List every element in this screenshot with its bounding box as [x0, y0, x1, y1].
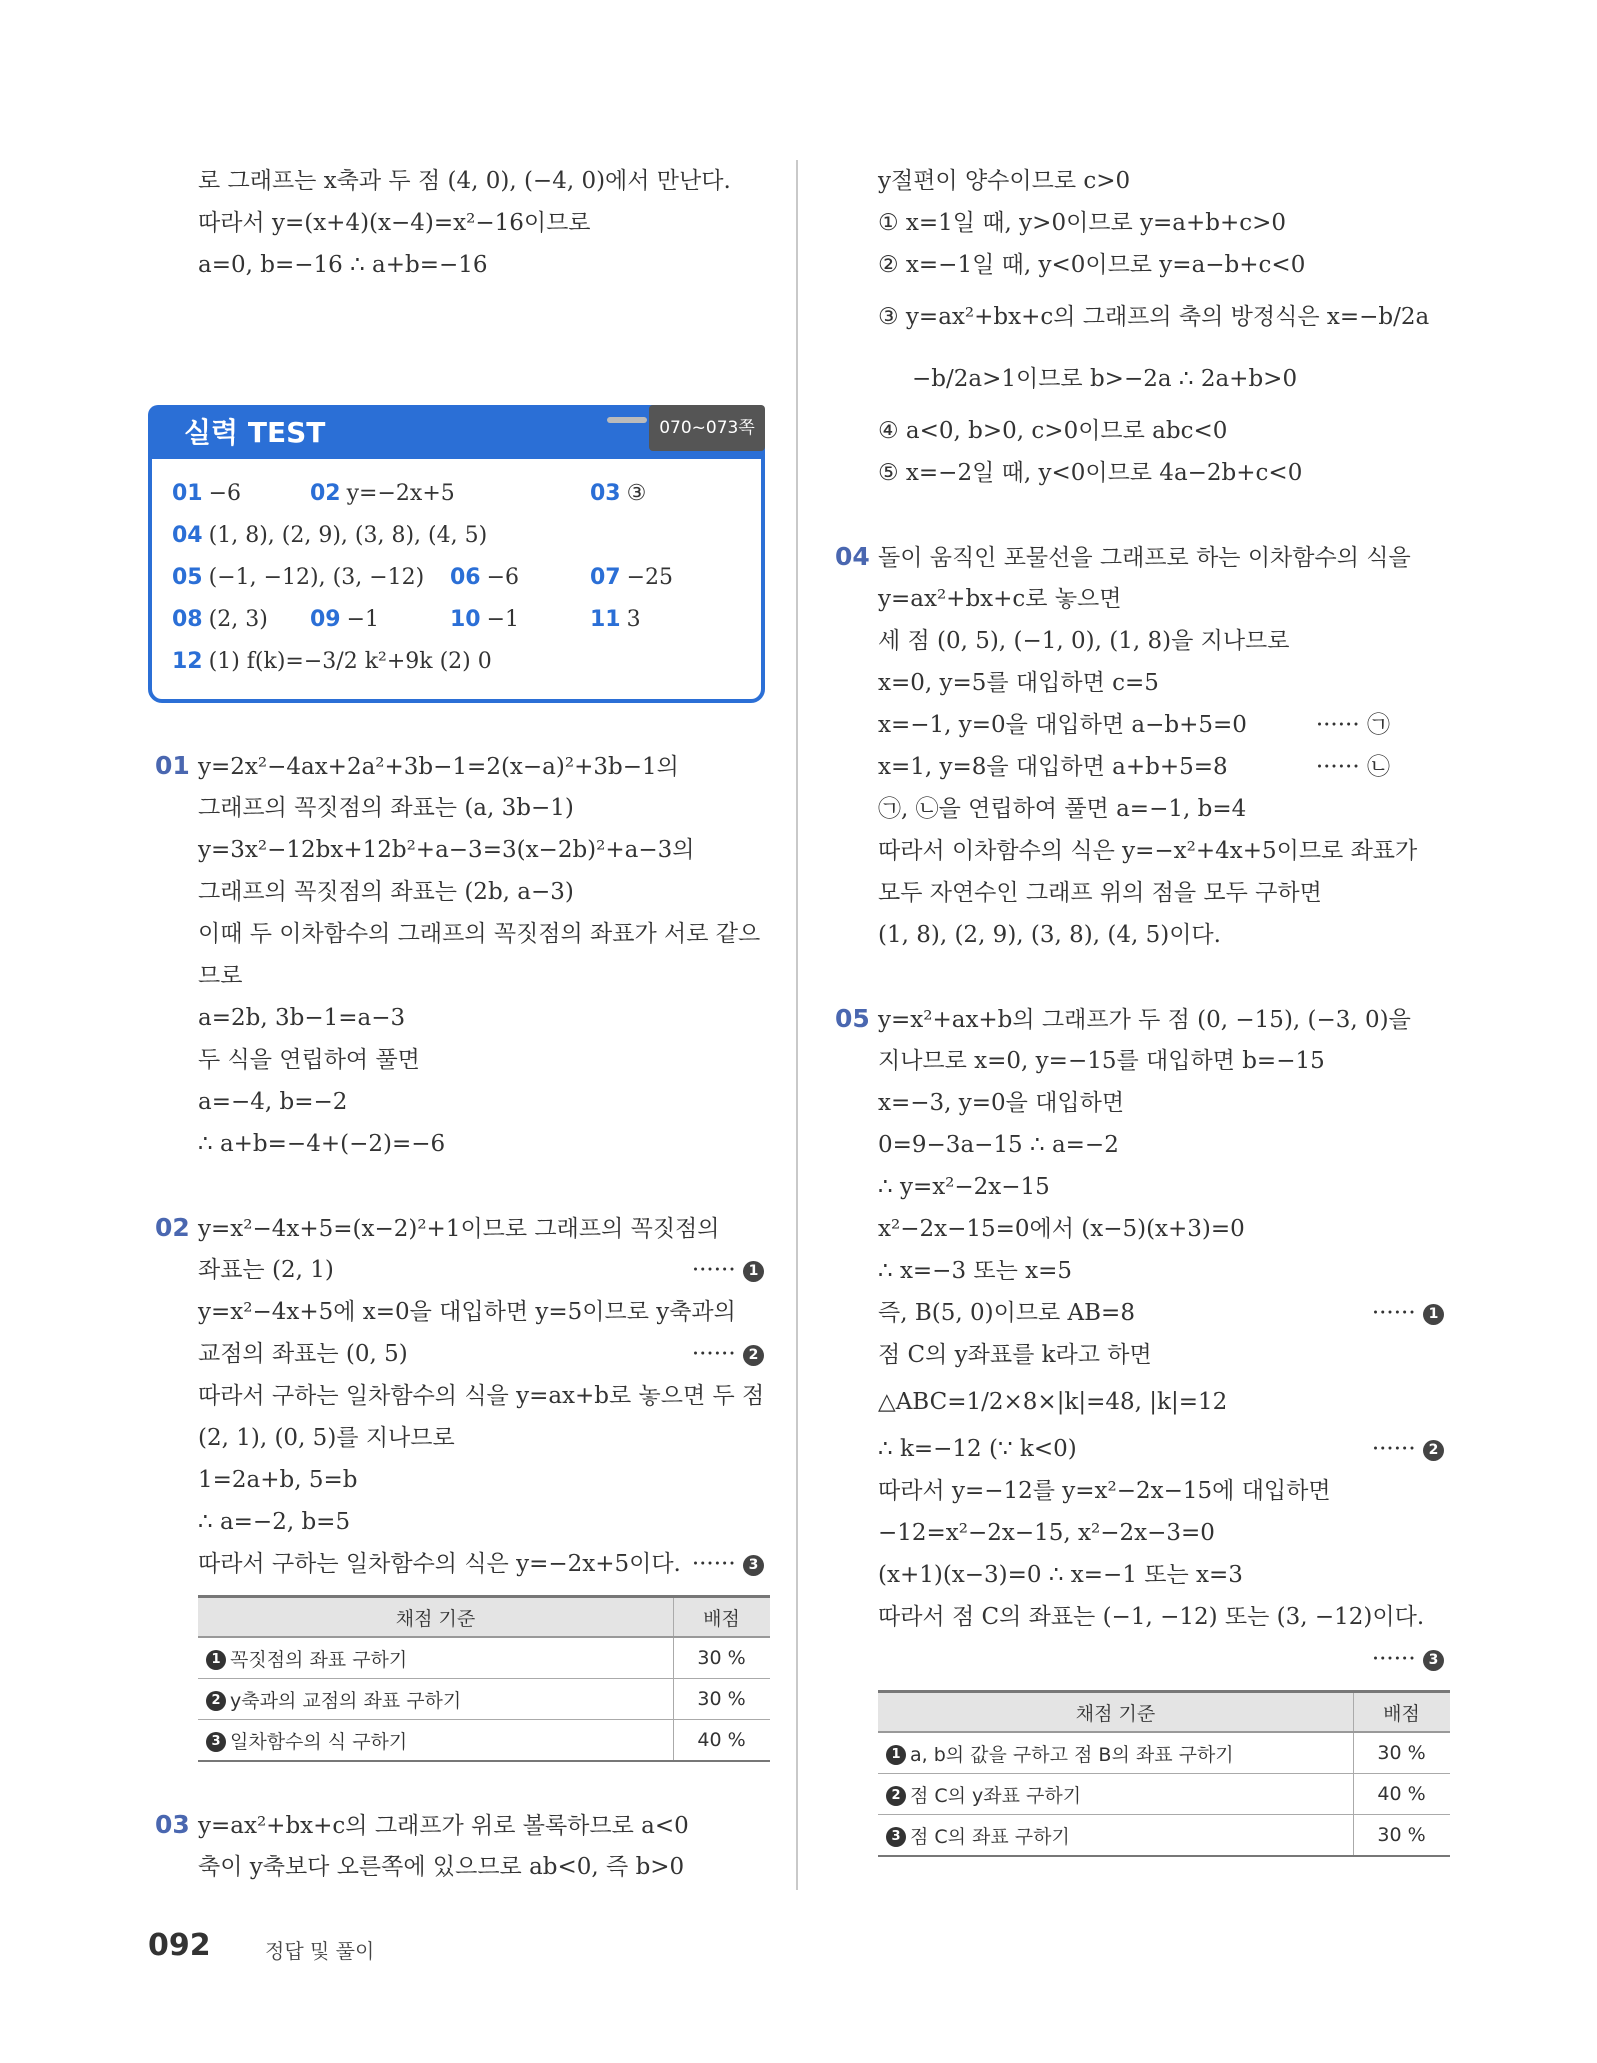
page-range-badge: 070~073쪽	[649, 405, 765, 451]
text-line: 돌이 움직인 포물선을 그래프로 하는 이차함수의 식을	[878, 545, 1411, 571]
step-marker: ······ 3	[1372, 1638, 1450, 1680]
text-line: y=2x²−4ax+2a²+3b−1=2(x−a)²+3b−1의	[198, 754, 679, 780]
answer-item: 03 ③	[590, 481, 647, 506]
table-row: 3 일차함수의 식 구하기 40 %	[198, 1720, 770, 1762]
text-line: −12=x²−2x−15, x²−2x−3=0	[878, 1520, 1215, 1546]
text-line: ③ y=ax²+bx+c의 그래프의 축의 방정식은 x=−b/2a	[878, 304, 1430, 330]
text-line: a=2b, 3b−1=a−3	[198, 1005, 406, 1031]
text-line: 따라서 y=(x+4)(x−4)=x²−16이므로	[198, 210, 591, 236]
text-line: 따라서 구하는 일차함수의 식은 y=−2x+5이다.	[198, 1551, 681, 1577]
answer-item: 07 −25	[590, 565, 674, 590]
equation-tag: ······ ㉡	[1315, 754, 1390, 780]
table-row: 2 y축과의 교점의 좌표 구하기 30 %	[198, 1679, 770, 1720]
problem-number: 05	[835, 1004, 870, 1033]
clip-icon	[607, 417, 647, 423]
answer-item: 10 −1	[450, 607, 520, 632]
text-line: ㉠, ㉡을 연립하여 풀면 a=−1, b=4	[878, 796, 1247, 822]
text-line: y=ax²+bx+c의 그래프가 위로 볼록하므로 a<0	[198, 1813, 689, 1839]
skill-test-box	[148, 405, 765, 703]
column-divider	[796, 160, 798, 1890]
text-line: y=ax²+bx+c로 놓으면	[878, 586, 1122, 612]
text-line: ∴ x=−3 또는 x=5	[878, 1258, 1073, 1284]
answer-item: 02 y=−2x+5	[310, 481, 455, 506]
text-line: 점 C의 y좌표를 k라고 하면	[878, 1342, 1152, 1368]
text-line: (2, 1), (0, 5)를 지나므로	[198, 1425, 455, 1451]
text-line: ∴ a+b=−4+(−2)=−6	[198, 1131, 446, 1157]
text-line: ∴ k=−12 (∵ k<0)	[878, 1436, 1077, 1462]
table-row: 1 꼭짓점의 좌표 구하기 30 %	[198, 1637, 770, 1679]
text-line: a=−4, b=−2	[198, 1089, 348, 1115]
text-line: −b/2a>1이므로 b>−2a ∴ 2a+b>0	[912, 366, 1298, 392]
text-line: ① x=1일 때, y>0이므로 y=a+b+c>0	[878, 210, 1287, 236]
text-line: 따라서 구하는 일차함수의 식을 y=ax+b로 놓으면 두 점	[198, 1383, 765, 1409]
text-line: 따라서 y=−12를 y=x²−2x−15에 대입하면	[878, 1478, 1331, 1504]
text-line: y=3x²−12bx+12b²+a−3=3(x−2b)²+a−3의	[198, 837, 695, 863]
text-line: y=x²−4x+5=(x−2)²+1이므로 그래프의 꼭짓점의	[198, 1216, 720, 1242]
text-line: 므로	[198, 963, 243, 989]
answer-key	[148, 455, 765, 703]
scoring-table-05: 채점 기준 배점 1 a, b의 값을 구하고 점 B의 좌표 구하기 30 % 2 점 C의 y좌표 구하기 40 % 3 점 C의 좌표 구하기 30 %	[835, 1690, 1450, 1857]
text-line: y절편이 양수이므로 c>0	[878, 168, 1131, 194]
left-column	[155, 160, 770, 286]
text-line: △ABC=1/2×8×|k|=48, |k|=12	[878, 1389, 1228, 1415]
text-line: 지나므로 x=0, y=−15를 대입하면 b=−15	[878, 1048, 1325, 1074]
text-line: 따라서 점 C의 좌표는 (−1, −12) 또는 (3, −12)이다.	[878, 1604, 1425, 1630]
text-line: 좌표는 (2, 1)	[198, 1257, 334, 1283]
answer-item: 01 −6	[172, 481, 242, 506]
text-line: 로 그래프는 x축과 두 점 (4, 0), (−4, 0)에서 만난다.	[198, 168, 731, 194]
text-line: 1=2a+b, 5=b	[198, 1467, 358, 1493]
text-line: ⑤ x=−2일 때, y<0이므로 4a−2b+c<0	[878, 460, 1303, 486]
problem-number: 01	[155, 751, 190, 780]
test-box-header	[148, 405, 765, 455]
text-line: x²−2x−15=0에서 (x−5)(x+3)=0	[878, 1216, 1245, 1242]
test-box-title: 실력 TEST	[184, 416, 326, 449]
table-row: 2 점 C의 y좌표 구하기 40 %	[878, 1774, 1450, 1815]
answer-item: 09 −1	[310, 607, 380, 632]
text-line: 축이 y축보다 오른쪽에 있으므로 ab<0, 즉 b>0	[198, 1854, 685, 1880]
right-column	[835, 160, 1450, 1857]
text-line: 그래프의 꼭짓점의 좌표는 (a, 3b−1)	[198, 795, 574, 821]
text-line: x=−3, y=0을 대입하면	[878, 1090, 1125, 1116]
equation-tag: ······ ㉠	[1315, 712, 1390, 738]
step-marker: ······ 2	[692, 1333, 770, 1375]
text-line: y=x²+ax+b의 그래프가 두 점 (0, −15), (−3, 0)을	[878, 1007, 1411, 1033]
step-marker: ······ 3	[692, 1543, 770, 1585]
problem-number: 04	[835, 542, 870, 571]
text-line: (x+1)(x−3)=0 ∴ x=−1 또는 x=3	[878, 1562, 1243, 1588]
problem-number: 02	[155, 1213, 190, 1242]
scoring-table-02: 채점 기준 배점 1 꼭짓점의 좌표 구하기 30 % 2 y축과의 교점의 좌표 구하기 30 % 3 일차함수의 식 구하기 40 %	[155, 1595, 770, 1762]
text-line: ④ a<0, b>0, c>0이므로 abc<0	[878, 418, 1228, 444]
text-line: ② x=−1일 때, y<0이므로 y=a−b+c<0	[878, 252, 1306, 278]
step-marker: ······ 1	[692, 1249, 770, 1291]
step-marker: ······ 2	[1372, 1428, 1450, 1470]
problem-number: 03	[155, 1810, 190, 1839]
text-line: ∴ a=−2, b=5	[198, 1509, 351, 1535]
text-line: 그래프의 꼭짓점의 좌표는 (2b, a−3)	[198, 879, 574, 905]
text-line: y=x²−4x+5에 x=0을 대입하면 y=5이므로 y축과의	[198, 1299, 736, 1325]
text-line: x=0, y=5를 대입하면 c=5	[878, 670, 1159, 696]
text-line: a=0, b=−16 ∴ a+b=−16	[198, 252, 488, 278]
text-line: (1, 8), (2, 9), (3, 8), (4, 5)이다.	[878, 922, 1221, 948]
footer-label: 정답 및 풀이	[265, 1939, 375, 1963]
answer-item: 05 (−1, −12), (3, −12)	[172, 565, 425, 590]
text-line: 두 식을 연립하여 풀면	[198, 1047, 420, 1073]
text-line: 따라서 이차함수의 식은 y=−x²+4x+5이므로 좌표가	[878, 838, 1418, 864]
text-line: ∴ y=x²−2x−15	[878, 1174, 1050, 1200]
step-marker: ······ 1	[1372, 1292, 1450, 1334]
text-line: x=1, y=8을 대입하면 a+b+5=8	[878, 754, 1228, 780]
text-line: 즉, B(5, 0)이므로 AB=8	[878, 1300, 1135, 1326]
answer-item: 06 −6	[450, 565, 520, 590]
page-number: 092	[148, 1928, 211, 1963]
answer-item: 11 3	[590, 607, 641, 632]
left-column-solutions	[155, 745, 770, 1888]
text-line: 세 점 (0, 5), (−1, 0), (1, 8)을 지나므로	[878, 628, 1290, 654]
answer-item: 12 (1) f(k)=−3/2 k²+9k (2) 0	[172, 649, 492, 674]
table-row: 1 a, b의 값을 구하고 점 B의 좌표 구하기 30 %	[878, 1732, 1450, 1774]
answer-item: 04 (1, 8), (2, 9), (3, 8), (4, 5)	[172, 523, 488, 548]
answer-item: 08 (2, 3)	[172, 607, 268, 632]
table-row: 3 점 C의 좌표 구하기 30 %	[878, 1815, 1450, 1857]
text-line: 이때 두 이차함수의 그래프의 꼭짓점의 좌표가 서로 같으	[198, 921, 761, 947]
text-line: 0=9−3a−15 ∴ a=−2	[878, 1132, 1119, 1158]
text-line: 교점의 좌표는 (0, 5)	[198, 1341, 408, 1367]
text-line: x=−1, y=0을 대입하면 a−b+5=0	[878, 712, 1247, 738]
text-line: 모두 자연수인 그래프 위의 점을 모두 구하면	[878, 880, 1322, 906]
